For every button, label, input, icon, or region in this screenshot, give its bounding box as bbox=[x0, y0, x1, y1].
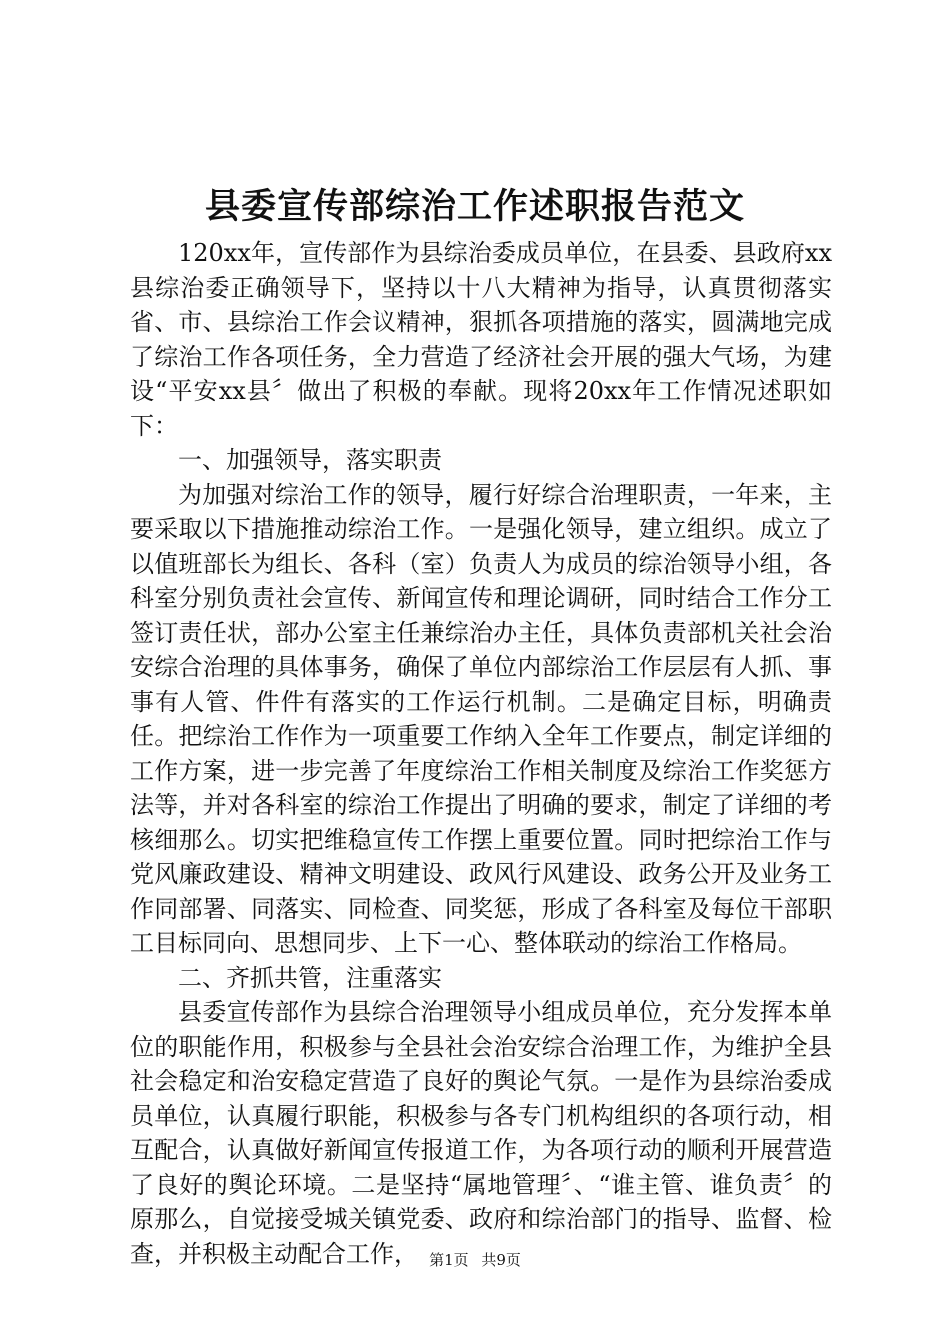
page-number-current: 第1页 bbox=[429, 1251, 469, 1269]
section-heading-1: 一、加强领导，落实职责 bbox=[178, 446, 442, 474]
document-body bbox=[130, 236, 832, 1271]
section-heading-2: 二、齐抓共管，注重落实 bbox=[178, 963, 442, 992]
page-number-total: 共9页 bbox=[481, 1251, 521, 1269]
document-title: 县委宣传部综治工作述职报告范文 bbox=[204, 186, 745, 227]
section-2-paragraph: 县委宣传部作为县综合治理领导小组成员单位，充分发挥本单位的职能作用，积极参与全县社会治安综合治理工作，为维护全县社会稳定和治安稳定营造了良好的舆论气氛。一是作为县综治委成员单位，认真履行职能，积极参与各专门机构组织的各项行动，相互配合，认真做好新闻宣传报道工作，为各项行动的顺利开展营造了良好的舆论环境。二是坚持“属地管理〞、“谁主管、谁负责〞的原那么，自觉接受城关镇党委、政府和综治部门的指导、监督、检查，并积极主动配合工作， bbox=[130, 998, 832, 1268]
page-footer bbox=[0, 1250, 950, 1270]
intro-paragraph: 120xx年，宣传部作为县综治委成员单位，在县委、县政府xx县综治委正确领导下，坚持以十八大精神为指导，认真贯彻落实省、市、县综治工作会议精神，狠抓各项措施的落实，圆满地完成了综治工作各项任务，全力营造了经济社会开展的强大气场，为建设“平安xx县〞做出了积极的奉献。现将20xx年工作情况述职如下： bbox=[130, 239, 832, 440]
section-1-paragraph: 为加强对综治工作的领导，履行好综合治理职责，一年来，主要采取以下措施推动综治工作。一是强化领导，建立组织。成立了以值班部长为组长、各科（室）负责人为成员的综治领导小组，各科室分别负责社会宣传、新闻宣传和理论调研，同时结合工作分工签订责任状，部办公室主任兼综治办主任，具体负责部机关社会治安综合治理的具体事务，确保了单位内部综治工作层层有人抓、事事有人管、件件有落实的工作运行机制。二是确定目标，明确责任。把综治工作作为一项重要工作纳入全年工作要点，制定详细的工作方案，进一步完善了年度综治工作相关制度及综治工作奖惩方法等，并对各科室的综治工作提出了明确的要求，制定了详细的考核细那么。切实把维稳宣传工作摆上重要位置。同时把综治工作与党风廉政建设、精神文明建设、政风行风建设、政务公开及业务工作同部署、同落实、同检查、同奖惩，形成了各科室及每位干部职工目标同向、思想同步、上下一心、整体联动的综治工作格局。 bbox=[130, 480, 832, 957]
